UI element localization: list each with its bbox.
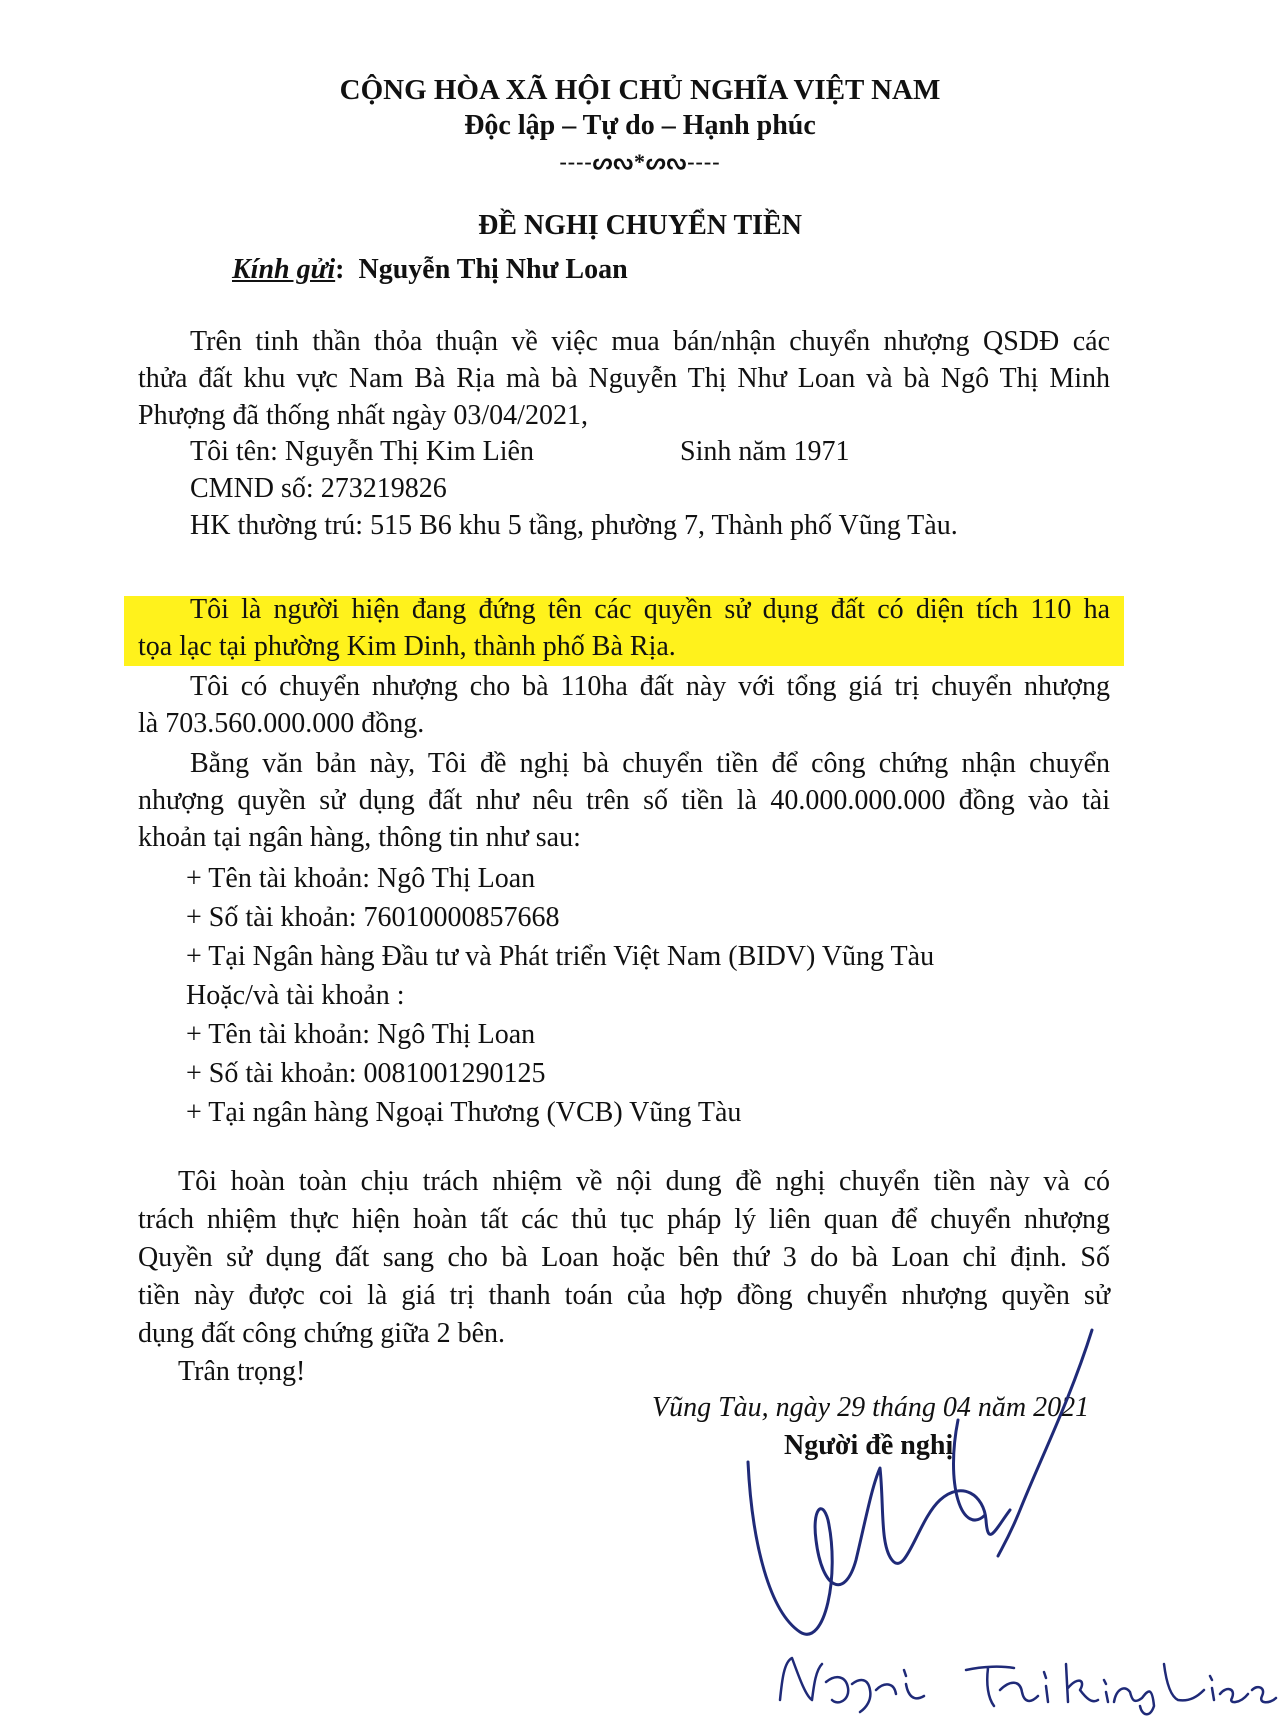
signature-stroke-long [998, 1330, 1092, 1556]
recipient-name: Nguyễn Thị Như Loan [358, 254, 628, 285]
account-1-name: + Tên tài khoản: Ngô Thị Loan [186, 863, 536, 894]
account-2-number: + Số tài khoản: 0081001290125 [186, 1058, 546, 1089]
signer-title: Người đề nghị [784, 1430, 954, 1461]
intro-line-2: thửa đất khu vực Nam Bà Rịa mà bà Nguyễn Thị Như Loan và bà Ngô Thị Minh [138, 363, 1110, 394]
highlight-line-1: Tôi là người hiện đang đứng tên các quyền sử dụng đất có diện tích 110 ha [190, 594, 1110, 625]
recipient-line: Kính gửi: Nguyễn Thị Như Loan [232, 254, 628, 285]
name-line: Tôi tên: Nguyễn Thị Kim Liên [190, 436, 534, 467]
handwritten-name-word-3 [1066, 1664, 1154, 1714]
request-line-3: khoản tại ngân hàng, thông tin như sau: [138, 822, 581, 853]
intro-line-3: Phượng đã thống nhất ngày 03/04/2021, [138, 400, 588, 431]
signature-stroke-main [748, 1462, 1010, 1634]
commitment-line-1: Tôi hoàn toàn chịu trách nhiệm về nội dung đề nghị chuyển tiền này và có [178, 1166, 1110, 1197]
commitment-line-2: trách nhiệm thực hiện hoàn tất các thủ tục pháp lý liên quan để chuyển nhượng [138, 1204, 1110, 1235]
country-heading: CỘNG HÒA XÃ HỘI CHỦ NGHĨA VIỆT NAM [339, 74, 941, 106]
account-1-number: + Số tài khoản: 76010000857668 [186, 902, 560, 933]
closing: Trân trọng! [178, 1356, 306, 1387]
account-2-name: + Tên tài khoản: Ngô Thị Loan [186, 1019, 536, 1050]
commitment-line-3: Quyền sử dụng đất sang cho bà Loan hoặc bên thứ 3 do bà Loan chỉ định. Số [138, 1242, 1110, 1273]
request-line-1: Bằng văn bản này, Tôi đề nghị bà chuyển tiền để công chứng nhận chuyển [190, 748, 1110, 779]
commitment-line-4: tiền này được coi là giá trị thanh toán của hợp đồng chuyển nhượng quyền sử [138, 1280, 1110, 1311]
transfer-line-2: là 703.560.000.000 đồng. [138, 708, 425, 739]
id-number-line: CMND số: 273219826 [190, 473, 447, 504]
account-1-bank: + Tại Ngân hàng Đầu tư và Phát triển Việt Nam (BIDV) Vũng Tàu [186, 941, 935, 972]
handwritten-name-word-1 [780, 1658, 924, 1712]
request-line-2: nhượng quyền sử dụng đất như nêu trên số tiền là 40.000.000.000 đồng vào tài [138, 785, 1110, 816]
intro-line-1: Trên tinh thần thỏa thuận về việc mua bán/nhận chuyển nhượng QSDĐ các [190, 326, 1110, 357]
birth-year: Sinh năm 1971 [680, 436, 850, 467]
or-label: Hoặc/và tài khoản : [186, 980, 405, 1011]
transfer-line-1: Tôi có chuyển nhượng cho bà 110ha đất này với tổng giá trị chuyển nhượng [190, 671, 1110, 702]
motto: Độc lập – Tự do – Hạnh phúc [464, 110, 816, 141]
place-date: Vũng Tàu, ngày 29 tháng 04 năm 2021 [652, 1392, 1090, 1423]
document-title: ĐỀ NGHỊ CHUYỂN TIỀN [478, 210, 802, 241]
header-ornament: ----ᔕᔓ*ᔕᔓ---- [559, 149, 721, 174]
handwritten-name-word-4 [1164, 1664, 1276, 1702]
handwritten-name-word-2 [966, 1667, 1048, 1706]
highlight-line-2: tọa lạc tại phường Kim Dinh, thành phố Bà Rịa. [138, 631, 676, 662]
recipient-label: Kính gửi [232, 254, 336, 285]
account-2-bank: + Tại ngân hàng Ngoại Thương (VCB) Vũng Tàu [186, 1097, 742, 1128]
address-line: HK thường trú: 515 B6 khu 5 tầng, phường 7, Thành phố Vũng Tàu. [190, 510, 958, 541]
commitment-line-5: dụng đất công chứng giữa 2 bên. [138, 1318, 506, 1349]
